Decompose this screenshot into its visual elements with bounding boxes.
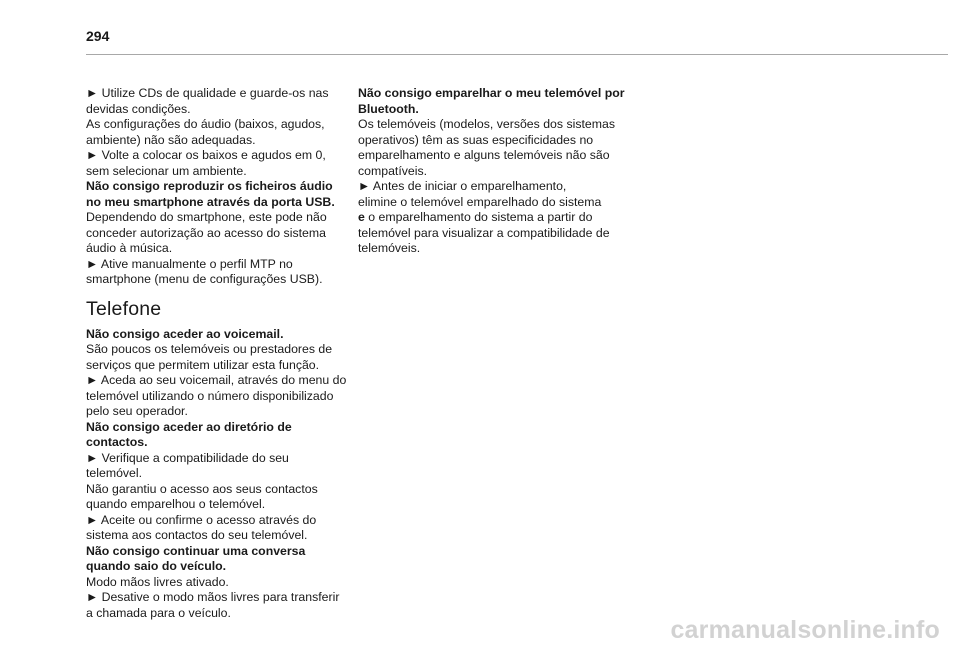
right-column: [358, 86, 626, 257]
bullet-instruction: ► Aceite ou confirme o acesso através do sistema aos contactos do seu telemóvel.: [86, 512, 317, 542]
bullet-instruction: [358, 179, 626, 257]
issue-heading: Não consigo emparelhar o meu telemóvel por Bluetooth.: [358, 86, 625, 116]
left-column: [86, 86, 348, 621]
bullet-instruction: ► Desative o modo mãos livres para transferir a chamada para o veículo.: [86, 590, 340, 620]
page-number: 294: [86, 28, 110, 44]
paragraph: Não garantiu o acesso aos seus contactos quando emparelhou o telemóvel.: [86, 481, 318, 511]
bullet-instruction: ► Ative manualmente o perfil MTP no smartphone (menu de configurações USB).: [86, 256, 323, 286]
bullet-instruction: ► Volte a colocar os baixos e agudos em 0, sem selecionar um ambiente.: [86, 148, 326, 178]
bullet-text: elimine o telemóvel emparelhado do sistema: [358, 194, 602, 209]
bullet-text: o emparelhamento do sistema a partir do telemóvel para visualizar a compatibilidade de telemóveis.: [358, 210, 610, 255]
bullet-instruction: ► Utilize CDs de qualidade e guarde-os nas devidas condições.: [86, 86, 329, 116]
paragraph: Os telemóveis (modelos, versões dos sistemas operativos) têm as suas especificidades no emparelhamento e alguns telemóveis não são compatíveis.: [358, 117, 615, 178]
header-divider: [86, 54, 948, 55]
bullet-instruction: ► Aceda ao seu voicemail, através do menu do telemóvel utilizando o número disponibilizado pelo seu operador.: [86, 373, 347, 418]
paragraph: São poucos os telemóveis ou prestadores de serviços que permitem utilizar esta função.: [86, 342, 333, 372]
section-title: Telefone: [86, 297, 162, 320]
issue-heading: Não consigo aceder ao voicemail.: [86, 326, 284, 341]
issue-heading: Não consigo continuar uma conversa quando saio do veículo.: [86, 543, 306, 573]
issue-heading: Não consigo reproduzir os ficheiros áudio no meu smartphone através da porta USB.: [86, 179, 335, 209]
bullet-instruction: ► Verifique a compatibilidade do seu telemóvel.: [86, 450, 289, 480]
bullet-text: ► Antes de iniciar o emparelhamento,: [358, 179, 567, 193]
paragraph: Modo mãos livres ativado.: [86, 574, 229, 589]
issue-heading: Não consigo aceder ao diretório de contactos.: [86, 419, 292, 449]
site-watermark: carmanualsonline.info: [670, 616, 940, 644]
paragraph: Dependendo do smartphone, este pode não conceder autorização ao acesso do sistema áudio à música.: [86, 210, 327, 255]
emphasis-text: e: [358, 210, 365, 224]
paragraph: As configurações do áudio (baixos, agudos, ambiente) não são adequadas.: [86, 117, 325, 147]
